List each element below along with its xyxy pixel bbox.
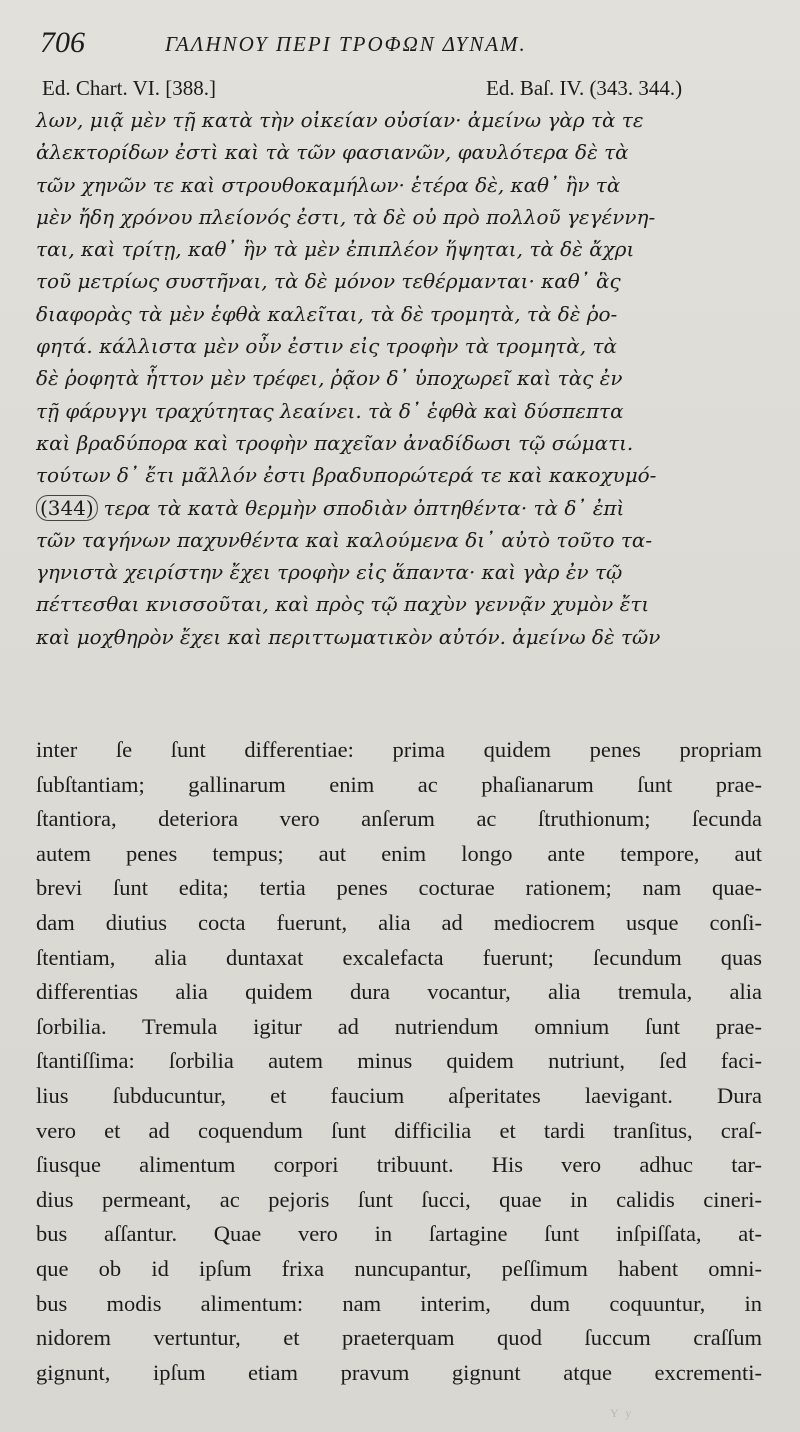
greek-line-text: ται, καὶ τρίτῃ, καθ᾽ ἣν τὰ μὲν ἐπιπλέον ἥψηται, τὰ δὲ ἄχρι [36, 237, 635, 262]
latin-line: vero et ad coquendum ſunt difficilia et tardi tranſitus, craſ- [36, 1117, 762, 1143]
edition-references [0, 76, 800, 106]
greek-line [36, 556, 764, 588]
latin-line: ſorbilia. Tremula igitur ad nutriendum omnium ſunt prae- [36, 1013, 762, 1039]
page-header [0, 26, 800, 66]
latin-line: brevi ſunt edita; tertia penes cocturae rationem; nam quae- [36, 875, 762, 901]
greek-line [36, 330, 764, 362]
greek-line-text: τερα τὰ κατὰ θερμὴν σποδιὰν ὀπτηθέντα· τὰ δ᾽ ἐπὶ [103, 495, 625, 520]
greek-line-text: τῇ φάρυγγι τραχύτητας λεαίνει. τὰ δ᾽ ἑφθὰ καὶ δύσπεπτα [36, 398, 624, 423]
latin-line: dius permeant, ac pejoris ſunt ſucci, quae in calidis cineri- [36, 1186, 762, 1212]
greek-line-text: γηνιστὰ χειρίστην ἔχει τροφὴν εἰς ἅπαντα· καὶ γὰρ ἐν τῷ [36, 560, 623, 585]
greek-line [36, 459, 764, 491]
greek-line [36, 265, 764, 297]
latin-line: ſiusque alimentum corpori tribuunt. His vero adhuc tar- [36, 1152, 762, 1178]
latin-line: que ob id ipſum frixa nuncupantur, peſſimum habent omni- [36, 1255, 762, 1281]
greek-line-text: λων, μιᾷ μὲν τῇ κατὰ τὴν οἰκείαν οὐσίαν· ἀμείνω γὰρ τὰ τε [36, 108, 644, 132]
greek-line [36, 136, 764, 168]
running-title: ΓΑΛΗΝΟΥ ΠΕΡΙ ΤΡΟΦΩΝ ΔΥΝΑΜ. [165, 32, 527, 56]
greek-line [36, 588, 764, 620]
greek-line-text: τοῦ μετρίως συστῆναι, τὰ δὲ μόνον τεθέρμανται· καθ᾽ ἃς [36, 269, 621, 294]
latin-text-block [36, 733, 762, 1390]
latin-line: lius ſubducuntur, et faucium aſperitates laevigant. Dura [36, 1082, 762, 1108]
latin-line: differentias alia quidem dura vocantur, alia tremula, alia [36, 979, 762, 1005]
greek-line [36, 362, 764, 394]
latin-line: ſtentiam, alia duntaxat excalefacta fuerunt; ſecundum quas [36, 944, 762, 970]
greek-line [36, 233, 764, 265]
greek-line-text: ἀλεκτορίδων ἐστὶ καὶ τὰ τῶν φασιανῶν, φαυλότερα δὲ τὰ [36, 140, 629, 165]
greek-line [36, 169, 764, 201]
greek-line [36, 201, 764, 233]
greek-line-text: καὶ βραδύπορα καὶ τροφὴν παχεῖαν ἀναδίδωσι τῷ σώματι. [36, 430, 634, 455]
greek-line-text: μὲν ἤδη χρόνου πλείονός ἐστι, τὰ δὲ οὐ πρὸ πολλοῦ γεγέννη- [36, 204, 656, 229]
greek-line [36, 427, 764, 459]
latin-line: bus modis alimentum: nam interim, dum coquuntur, in [36, 1290, 762, 1316]
page-break-marker: (344) [36, 495, 98, 521]
latin-line: inter ſe ſunt differentiae: prima quidem penes propriam [36, 737, 762, 762]
greek-line [36, 621, 764, 653]
edition-chartier: Ed. Chart. VI. [388.] [42, 76, 216, 100]
greek-line [36, 492, 764, 524]
page-number: 706 [40, 26, 85, 59]
greek-line-text: τῶν ταγήνων παχυνθέντα καὶ καλούμενα δι᾽ αὐτὸ τοῦτο τα- [36, 527, 653, 552]
greek-text-block [36, 104, 766, 653]
latin-line: ſtantiora, deteriora vero anſerum ac ſtruthionum; ſecunda [36, 806, 762, 832]
greek-line-text: καὶ μοχθηρὸν ἔχει καὶ περιττωματικὸν αὐτόν. ἀμείνω δὲ τῶν [36, 624, 661, 649]
greek-line-text: διαφορὰς τὰ μὲν ἑφθὰ καλεῖται, τὰ δὲ τρομητὰ, τὰ δὲ ῥο- [36, 301, 618, 326]
latin-line: bus aſſantur. Quae vero in ſartagine ſunt inſpiſſata, at- [36, 1221, 762, 1247]
latin-line: ſtantiſſima: ſorbilia autem minus quidem nutriunt, ſed faci- [36, 1048, 762, 1074]
edition-basel: Ed. Baſ. IV. (343. 344.) [486, 76, 683, 100]
greek-line-text: δὲ ῥοφητὰ ἧττον μὲν τρέφει, ῥᾷον δ᾽ ὑποχωρεῖ καὶ τὰς ἐν [36, 366, 623, 391]
latin-line: autem penes tempus; aut enim longo ante tempore, aut [36, 840, 762, 866]
latin-line: dam diutius cocta fuerunt, alia ad mediocrem usque conſi- [36, 909, 762, 935]
greek-line [36, 395, 764, 427]
greek-line [36, 524, 764, 556]
signature-mark: Y y [610, 1406, 634, 1420]
greek-line-text: τούτων δ᾽ ἔτι μᾶλλόν ἐστι βραδυπορώτερά τε καὶ κακοχυμό- [36, 463, 657, 488]
greek-line-text: πέττεσθαι κνισσοῦται, καὶ πρὸς τῷ παχὺν γεννᾷν χυμὸν ἔτι [36, 592, 650, 617]
latin-line: gignunt, ipſum etiam pravum gignunt atque excrementi- [36, 1359, 762, 1385]
latin-line: nidorem vertuntur, et praeterquam quod ſuccum craſſum [36, 1325, 762, 1351]
greek-line [36, 298, 764, 330]
greek-line [36, 104, 764, 136]
greek-line-text: τῶν χηνῶν τε καὶ στρουθοκαμήλων· ἑτέρα δὲ, καθ᾽ ἣν τὰ [36, 172, 621, 197]
greek-line-text: φητά. κάλλιστα μὲν οὖν ἐστιν εἰς τροφὴν τὰ τρομητὰ, τὰ [36, 334, 617, 359]
latin-line: ſubſtantiam; gallinarum enim ac phaſianarum ſunt prae- [36, 771, 762, 797]
